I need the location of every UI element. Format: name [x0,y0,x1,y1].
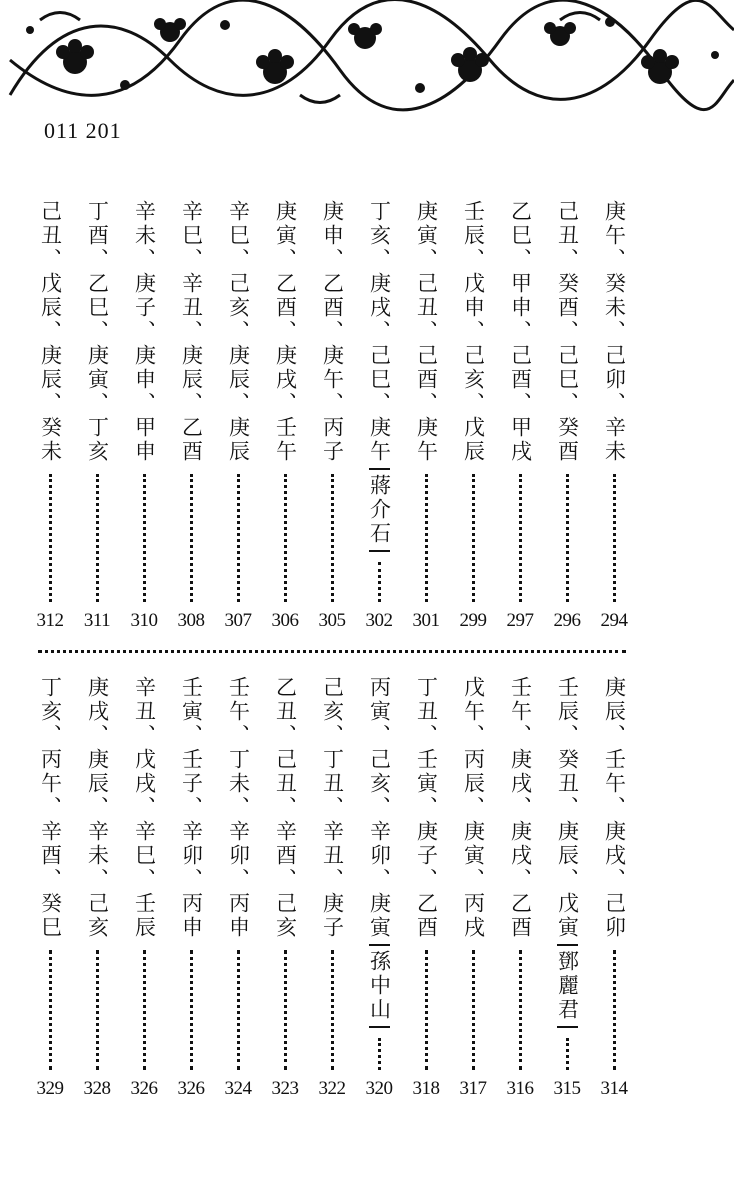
page-ref: 297 [506,610,534,631]
dot-leader [519,474,522,602]
entry-column [218,200,258,632]
bazi-text: 丙寅、己亥、辛卯、庚寅 [367,676,392,940]
page-ref: 301 [412,610,440,631]
page-ref: 323 [271,1078,299,1099]
entry-column [359,200,399,632]
dot-leader [190,474,193,602]
bazi-text: 丁丑、壬寅、庚子、乙酉 [414,676,439,940]
dot-leader [566,1038,569,1070]
page-ref: 302 [365,610,393,631]
page-ref: 324 [224,1078,252,1099]
page-ref: 310 [130,610,158,631]
bazi-text: 戊午、丙辰、庚寅、丙戌 [461,676,486,940]
bazi-text: 丁亥、庚戌、己巳、庚午 [367,200,392,464]
bazi-text: 壬辰、癸丑、庚辰、戊寅 [555,676,580,940]
dot-leader [190,950,193,1070]
dot-leader [425,474,428,602]
dot-leader [237,950,240,1070]
page-ref: 307 [224,610,252,631]
page-ref: 294 [600,610,628,631]
person-note: 蔣介石 [369,464,390,552]
entry-column [406,200,446,632]
dot-leader [472,474,475,602]
entry-column [547,200,587,632]
bazi-text: 壬辰、戊申、己亥、戊辰 [461,200,486,464]
bazi-text: 壬午、丁未、辛卯、丙申 [226,676,251,940]
bazi-text: 庚寅、乙酉、庚戌、壬午 [273,200,298,464]
bazi-text: 庚申、乙酉、庚午、丙子 [320,200,345,464]
top-entry-list [0,200,734,632]
page-ref: 306 [271,610,299,631]
dot-leader [331,950,334,1070]
bazi-text: 庚戌、庚辰、辛未、己亥 [85,676,110,940]
entry-column [547,676,587,1100]
page-ref: 326 [130,1078,158,1099]
dot-leader [425,950,428,1070]
bazi-text: 丁亥、丙午、辛酉、癸巳 [38,676,63,940]
bazi-text: 壬寅、壬子、辛卯、丙申 [179,676,204,940]
dot-leader [472,950,475,1070]
page-ref: 311 [83,610,111,631]
bazi-text: 庚辰、壬午、庚戌、己卯 [602,676,627,940]
page-ref: 315 [553,1078,581,1099]
entry-column [265,676,305,1100]
page-ref: 329 [36,1078,64,1099]
page-ref: 322 [318,1078,346,1099]
page-ref: 328 [83,1078,111,1099]
entry-column [124,676,164,1100]
dot-leader [566,474,569,602]
dot-leader [143,950,146,1070]
entry-column [77,676,117,1100]
section-divider [38,650,626,653]
entry-column [171,676,211,1100]
entry-column [171,200,211,632]
entry-column [500,200,540,632]
entry-column [30,676,70,1100]
floral-border [0,0,734,112]
page-ref: 296 [553,610,581,631]
bazi-text: 己丑、癸酉、己巳、癸酉 [555,200,580,464]
page-ref: 317 [459,1078,487,1099]
dot-leader [143,474,146,602]
dot-leader [284,950,287,1070]
entry-column [594,200,634,632]
bazi-text: 丁酉、乙巳、庚寅、丁亥 [85,200,110,464]
entry-column [312,200,352,632]
page-ref: 316 [506,1078,534,1099]
dot-leader [519,950,522,1070]
bottom-entry-list [0,676,734,1100]
entry-column [406,676,446,1100]
page-ref: 326 [177,1078,205,1099]
dot-leader [613,474,616,602]
entry-column [265,200,305,632]
page-ref: 320 [365,1078,393,1099]
entry-column [30,200,70,632]
dot-leader [96,950,99,1070]
entry-column [594,676,634,1100]
bazi-text: 己丑、戊辰、庚辰、癸未 [38,200,63,464]
dot-leader [96,474,99,602]
bazi-text: 乙丑、己丑、辛酉、己亥 [273,676,298,940]
dot-leader [378,562,381,602]
bazi-text: 庚寅、己丑、己酉、庚午 [414,200,439,464]
page-ref: 299 [459,610,487,631]
page-ref: 308 [177,610,205,631]
page-ref: 314 [600,1078,628,1099]
bazi-text: 辛巳、己亥、庚辰、庚辰 [226,200,251,464]
page-ref: 318 [412,1078,440,1099]
bazi-text: 乙巳、甲申、己酉、甲戌 [508,200,533,464]
dot-leader [331,474,334,602]
person-note: 鄧麗君 [557,940,578,1028]
dot-leader [613,950,616,1070]
bazi-text: 辛丑、戊戌、辛巳、壬辰 [132,676,157,940]
bazi-text: 壬午、庚戌、庚戌、乙酉 [508,676,533,940]
entry-column [453,676,493,1100]
entry-column [359,676,399,1100]
bazi-text: 庚午、癸未、己卯、辛未 [602,200,627,464]
entry-column [124,200,164,632]
bazi-text: 己亥、丁丑、辛丑、庚子 [320,676,345,940]
entry-column [453,200,493,632]
dot-leader [49,474,52,602]
entry-column [500,676,540,1100]
dot-leader [49,950,52,1070]
entry-column [77,200,117,632]
dot-leader [284,474,287,602]
person-note: 孫中山 [369,940,390,1028]
entry-column [312,676,352,1100]
dot-leader [237,474,240,602]
dot-leader [378,1038,381,1070]
entry-column [218,676,258,1100]
bazi-text: 辛巳、辛丑、庚辰、乙酉 [179,200,204,464]
page-number: 011 201 [44,118,122,143]
page-ref: 305 [318,610,346,631]
bazi-text: 辛未、庚子、庚申、甲申 [132,200,157,464]
page-ref: 312 [36,610,64,631]
